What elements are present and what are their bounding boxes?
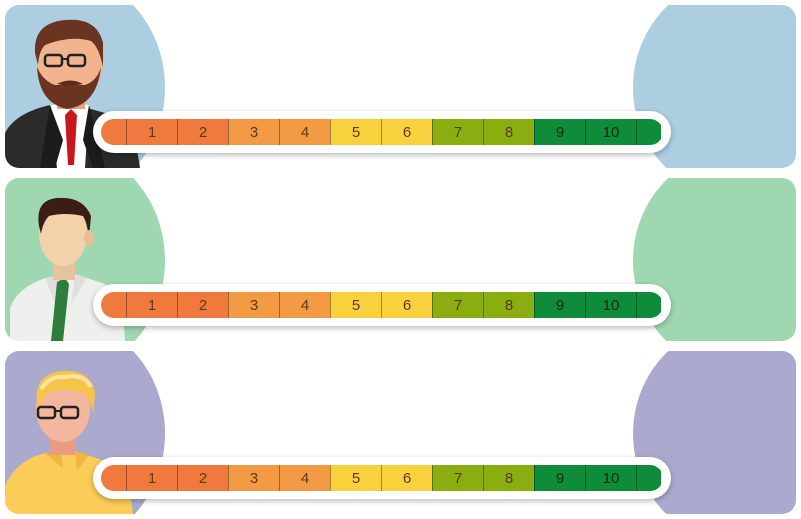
- rating-option-10[interactable]: 10: [585, 465, 636, 491]
- rating-option-2[interactable]: 2: [177, 465, 228, 491]
- scale-end-cap: [101, 119, 126, 145]
- rating-option-10[interactable]: 10: [585, 292, 636, 318]
- rating-option-10[interactable]: 10: [585, 119, 636, 145]
- rating-scale-track: [101, 292, 663, 318]
- rating-option-4[interactable]: 4: [279, 292, 330, 318]
- rating-option-6[interactable]: 6: [381, 465, 432, 491]
- rating-option-2[interactable]: 2: [177, 119, 228, 145]
- rating-option-8[interactable]: 8: [483, 465, 534, 491]
- rating-option-3[interactable]: 3: [228, 292, 279, 318]
- rating-option-6[interactable]: 6: [381, 292, 432, 318]
- rating-option-3[interactable]: 3: [228, 119, 279, 145]
- rating-option-7[interactable]: 7: [432, 292, 483, 318]
- rating-option-7[interactable]: 7: [432, 465, 483, 491]
- rating-scale: [93, 457, 671, 499]
- rating-option-8[interactable]: 8: [483, 292, 534, 318]
- rating-option-4[interactable]: 4: [279, 119, 330, 145]
- rating-option-6[interactable]: 6: [381, 119, 432, 145]
- rating-option-5[interactable]: 5: [330, 465, 381, 491]
- rating-option-9[interactable]: 9: [534, 292, 585, 318]
- rating-row-2: [5, 178, 796, 341]
- rating-option-5[interactable]: 5: [330, 292, 381, 318]
- rating-option-1[interactable]: 1: [126, 292, 177, 318]
- rating-option-7[interactable]: 7: [432, 119, 483, 145]
- rating-option-5[interactable]: 5: [330, 119, 381, 145]
- rating-row-3: [5, 351, 796, 514]
- scale-end-cap: [636, 292, 661, 318]
- scale-end-cap: [101, 292, 126, 318]
- rating-option-9[interactable]: 9: [534, 465, 585, 491]
- rating-scale: [93, 284, 671, 326]
- rating-option-2[interactable]: 2: [177, 292, 228, 318]
- rating-option-8[interactable]: 8: [483, 119, 534, 145]
- scale-end-cap: [101, 465, 126, 491]
- rating-option-9[interactable]: 9: [534, 119, 585, 145]
- rating-option-4[interactable]: 4: [279, 465, 330, 491]
- scale-end-cap: [636, 465, 661, 491]
- rating-scale-track: [101, 119, 663, 145]
- rating-row-1: [5, 5, 796, 168]
- rating-option-1[interactable]: 1: [126, 119, 177, 145]
- rating-option-1[interactable]: 1: [126, 465, 177, 491]
- scale-end-cap: [636, 119, 661, 145]
- rating-option-3[interactable]: 3: [228, 465, 279, 491]
- rating-scale-track: [101, 465, 663, 491]
- rating-scale: [93, 111, 671, 153]
